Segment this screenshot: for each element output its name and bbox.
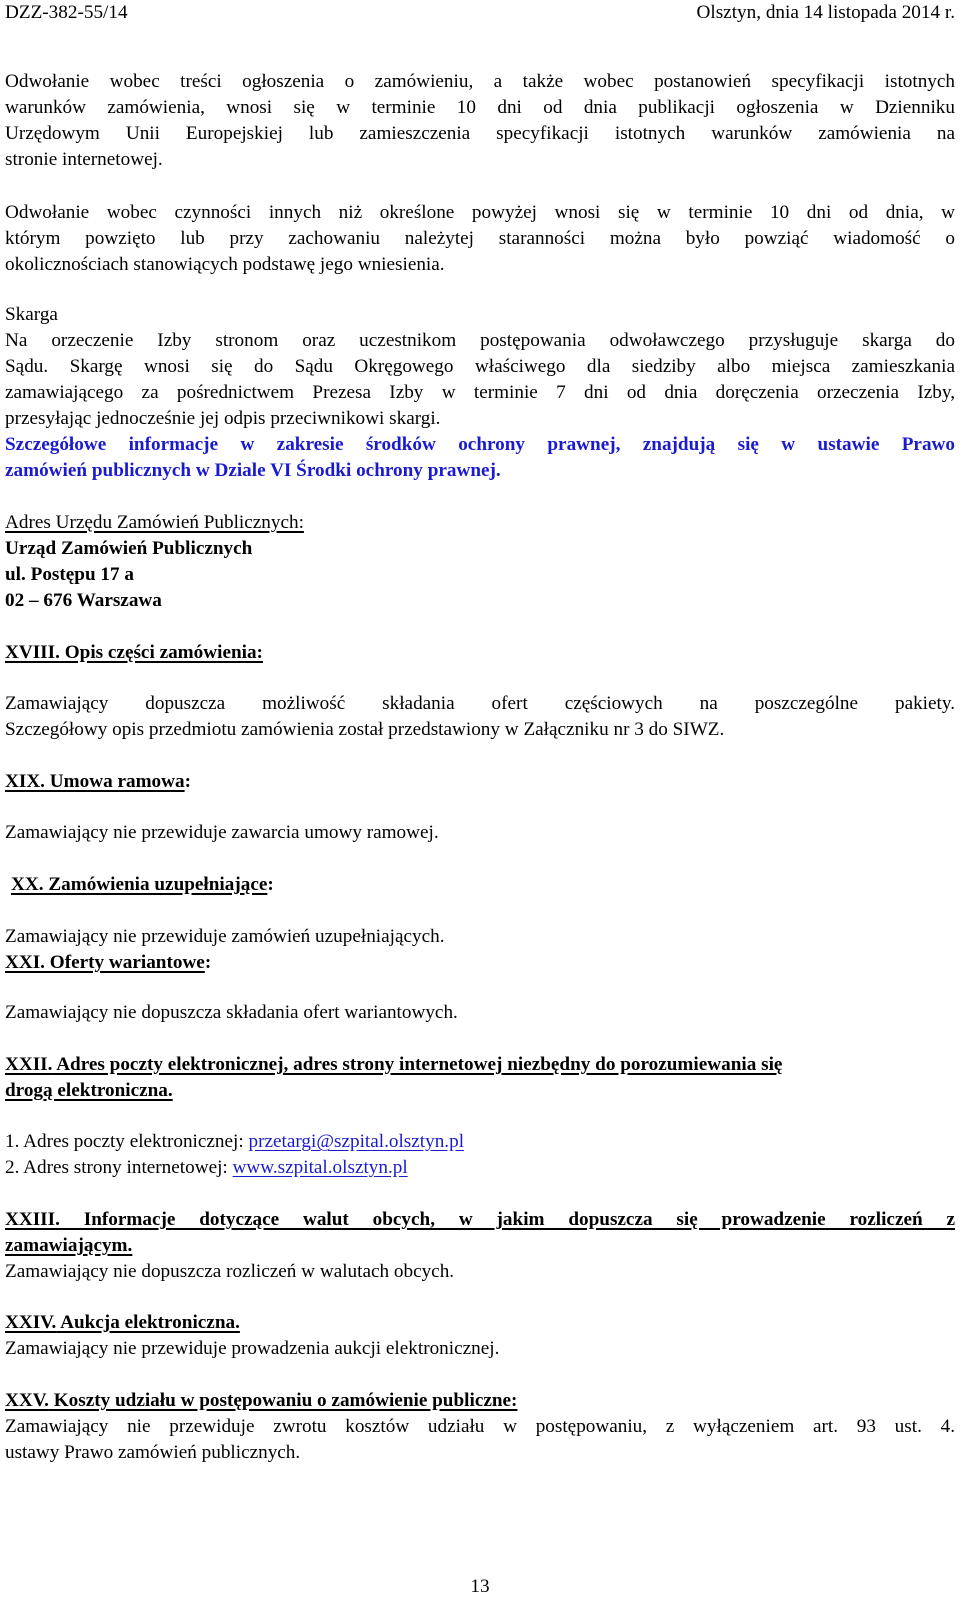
paragraph-line: Szczegółowy opis przedmiotu zamówienia został przedstawiony w Załączniku nr 3 do SIWZ.: [5, 719, 725, 740]
section-title-continued: drogą elektroniczna.: [5, 1080, 173, 1101]
paragraph-line: Zamawiający nie przewiduje zwrotu kosztów udziału w postępowaniu, z wyłączeniem art. 93 ust. 4.: [5, 1416, 955, 1437]
section-number: XXIV.: [5, 1312, 57, 1333]
section-number: XVIII.: [5, 642, 60, 663]
section-number: XX.: [11, 874, 44, 895]
website-line: [5, 1155, 955, 1181]
section-heading-xxiii: [5, 1207, 955, 1233]
section-colon: :: [184, 771, 191, 792]
email-link[interactable]: przetargi@szpital.olsztyn.pl: [248, 1131, 465, 1152]
section-heading-xix: [5, 769, 191, 795]
section-colon: :: [267, 874, 274, 895]
paragraph-line: Odwołanie wobec treści ogłoszenia o zamówieniu, a także wobec postanowień specyfikacji istotnych: [5, 71, 955, 92]
section-number: XXI.: [5, 952, 45, 973]
section-heading-xxii: [5, 1052, 782, 1078]
website-link[interactable]: www.szpital.olsztyn.pl: [232, 1157, 408, 1178]
paragraph-line: Odwołanie wobec czynności innych niż określone powyżej wnosi się w terminie 10 dni od dnia, w: [5, 202, 955, 223]
page-number: 13: [470, 1576, 490, 1597]
paragraph-line: warunków zamówienia, wnosi się w terminie 10 dni od dnia publikacji ogłoszenia w Dzienniku: [5, 97, 955, 118]
section-number: XXIII.: [5, 1209, 60, 1230]
website-label: 2. Adres strony internetowej:: [5, 1157, 233, 1178]
section-title: Opis części zamówienia:: [59, 642, 263, 663]
section-heading-xxv: [5, 1388, 517, 1414]
skarga-heading: Skarga: [5, 304, 58, 325]
section-heading-xx: [11, 872, 274, 898]
section-number: XXII.: [5, 1054, 53, 1075]
document-page: [5, 0, 955, 1612]
section-title: Adres poczty elektronicznej, adres strony internetowej niezbędny do porozumiewania się: [52, 1054, 783, 1075]
legal-info-line: zamówień publicznych w Dziale VI Środki ochrony prawnej.: [5, 460, 501, 481]
email-label: 1. Adres poczty elektronicznej:: [5, 1131, 249, 1152]
paragraph-line: Zamawiający nie przewiduje prowadzenia aukcji elektronicznej.: [5, 1338, 500, 1359]
paragraph-line: Urzędowym Unii Europejskiej lub zamieszczenia specyfikacji istotnych warunków zamówienia na: [5, 123, 955, 144]
paragraph-line: zamawiającego za pośrednictwem Prezesa Izby w terminie 7 dni od dnia doręczenia orzeczenia Izby,: [5, 382, 955, 403]
paragraph-line: stronie internetowej.: [5, 149, 163, 170]
address-street: ul. Postępu 17 a: [5, 564, 135, 585]
section-title: Oferty wariantowe: [44, 952, 205, 973]
section-title: Umowa ramowa: [44, 771, 185, 792]
section-heading-xxiv: [5, 1310, 240, 1336]
section-title: Zamówienia uzupełniające: [43, 874, 268, 895]
section-heading-xviii: [5, 640, 263, 666]
paragraph-line: Sądu. Skargę wnosi się do Sądu Okręgowego właściwego dla siedziby albo miejsca zamieszkania: [5, 356, 955, 377]
email-line: [5, 1129, 955, 1155]
paragraph-line: Zamawiający nie dopuszcza rozliczeń w walutach obcych.: [5, 1261, 455, 1282]
paragraph-line: Zamawiający nie przewiduje zamówień uzupełniających.: [5, 926, 445, 947]
section-title: Aukcja elektroniczna.: [56, 1312, 240, 1333]
section-heading-xxi: [5, 950, 211, 976]
section-title: Koszty udziału w postępowaniu o zamówienie publiczne:: [48, 1390, 518, 1411]
legal-info-line: Szczegółowe informacje w zakresie środków ochrony prawnej, znajdują się w ustawie Prawo: [5, 434, 955, 455]
address-name: Urząd Zamówień Publicznych: [5, 538, 253, 559]
section-title: Informacje dotyczące walut obcych, w jakim dopuszcza się prowadzenie rozliczeń z: [59, 1209, 955, 1230]
paragraph-line: Zamawiający dopuszcza możliwość składania ofert częściowych na poszczególne pakiety.: [5, 693, 955, 714]
paragraph-line: Zamawiający nie dopuszcza składania ofert wariantowych.: [5, 1002, 458, 1023]
section-title-continued: zamawiającym.: [5, 1235, 133, 1256]
paragraph-line: Na orzeczenie Izby stronom oraz uczestnikom postępowania odwoławczego przysługuje skarga do: [5, 330, 955, 351]
paragraph-line: którym powzięto lub przy zachowaniu należytej staranności można było powziąć wiadomość o: [5, 228, 955, 249]
paragraph-line: Zamawiający nie przewiduje zawarcia umowy ramowej.: [5, 822, 439, 843]
paragraph-line: przesyłając jednocześnie jej odpis przeciwnikowi skargi.: [5, 408, 441, 429]
address-city: 02 – 676 Warszawa: [5, 590, 162, 611]
section-number: XIX.: [5, 771, 45, 792]
address-label: Adres Urzędu Zamówień Publicznych:: [5, 512, 304, 533]
paragraph-line: okolicznościach stanowiących podstawę jego wniesienia.: [5, 254, 445, 275]
document-reference: DZZ-382-55/14: [5, 2, 128, 23]
paragraph-line: ustawy Prawo zamówień publicznych.: [5, 1442, 301, 1463]
section-number: XXV.: [5, 1390, 49, 1411]
section-colon: :: [204, 952, 212, 973]
place-date: Olsztyn, dnia 14 listopada 2014 r.: [696, 2, 955, 23]
